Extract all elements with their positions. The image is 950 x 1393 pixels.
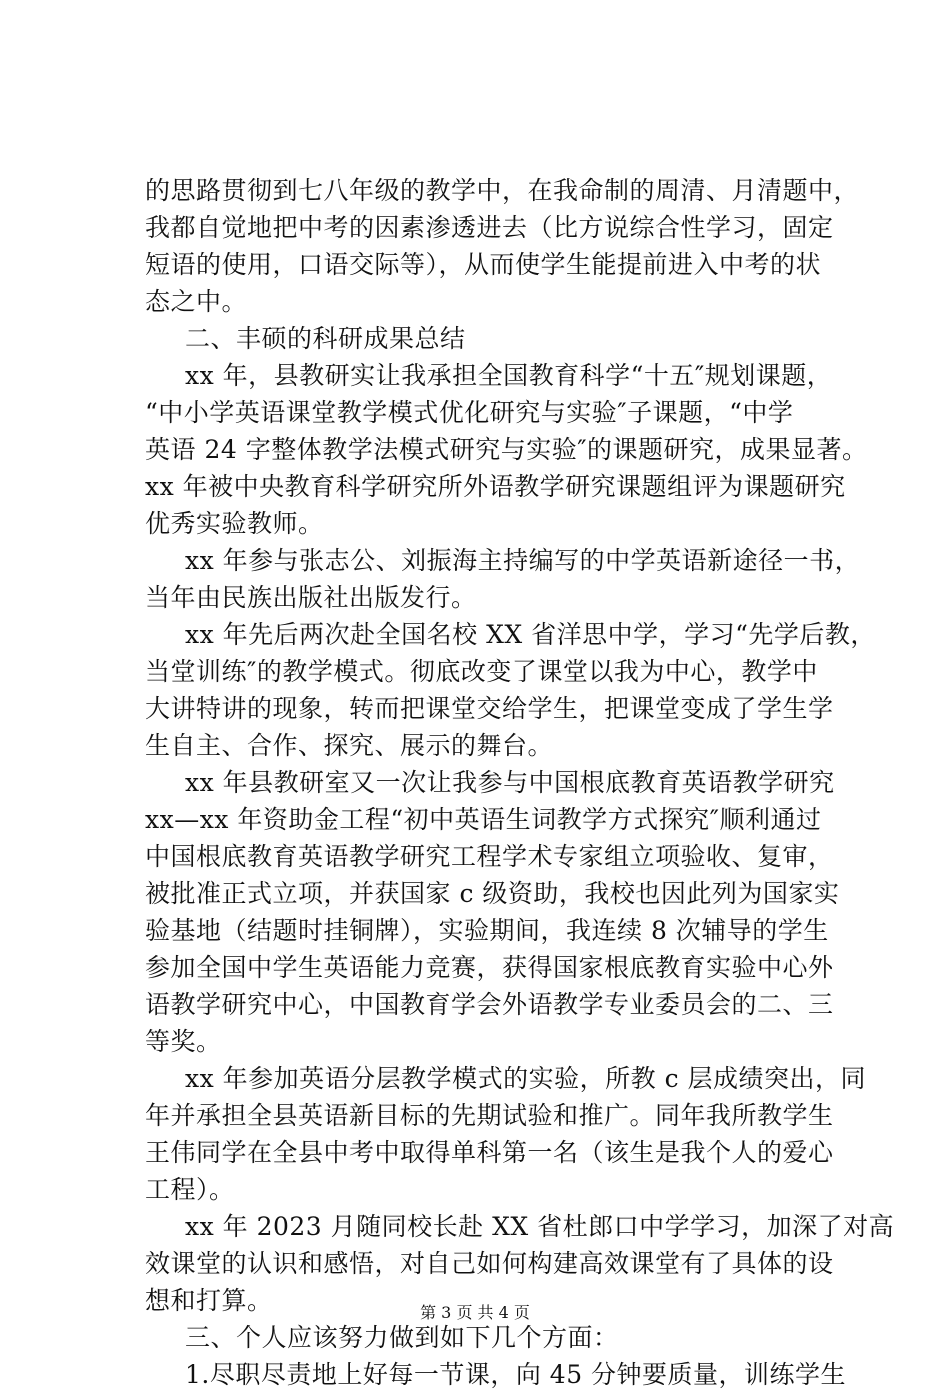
text-line: xx 年先后两次赴全国名校 XX 省洋思中学，学习“先学后教，	[185, 620, 876, 649]
text-line: 效课堂的认识和感悟，对自己如何构建高效课堂有了具体的设	[145, 1249, 834, 1278]
text-line: xx 年被中央教育科学研究所外语教学研究课题组评为课题研究	[145, 472, 846, 501]
text-line: 生自主、合作、探究、展示的舞台。	[145, 731, 554, 760]
text-line: 当堂训练″的教学模式。彻底改变了课堂以我为中心，教学中	[145, 657, 818, 686]
text-line: xx 年 2023 月随同校长赴 XX 省杜郎口中学学习，加深了对高	[185, 1212, 895, 1241]
text-line: 王伟同学在全县中考中取得单科第一名（该生是我个人的爱心	[145, 1138, 834, 1167]
text-line: xx 年参与张志公、刘振海主持编写的中学英语新途径一书，	[185, 546, 861, 575]
text-line: 验基地（结题时挂铜牌），实验期间，我连续 8 次辅导的学生	[145, 916, 829, 945]
text-line: “中小学英语课堂教学模式优化研究与实验″子课题，“中学	[145, 398, 794, 427]
text-line: xx 年，县教研实让我承担全国教育科学“十五″规划课题，	[185, 361, 833, 390]
text-line: 当年由民族出版社出版发行。	[145, 583, 477, 612]
text-line: xx 年县教研室又一次让我参与中国根底教育英语教学研究	[185, 768, 835, 797]
text-line: 想和打算。	[145, 1286, 273, 1315]
text-line: 工程）。	[145, 1175, 235, 1204]
text-line: 参加全国中学生英语能力竞赛，获得国家根底教育实验中心外	[145, 953, 834, 982]
text-line: 的思路贯彻到七八年级的教学中，在我命制的周清、月清题中，	[145, 176, 860, 205]
page-footer: 第 3 页 共 4 页	[420, 1303, 530, 1322]
text-line: 语教学研究中心，中国教育学会外语教学专业委员会的二、三	[145, 990, 834, 1019]
text-line: 态之中。	[145, 287, 248, 316]
text-line: 1.尽职尽责地上好每一节课，向 45 分钟要质量，训练学生	[185, 1360, 847, 1389]
text-line: 被批准正式立项，并获国家 c 级资助，我校也因此列为国家实	[145, 879, 840, 908]
text-line: 我都自觉地把中考的因素渗透进去（比方说综合性学习，固定	[145, 213, 834, 242]
text-line: xx—xx 年资助金工程“初中英语生词教学方式探究″顺利通过	[145, 805, 822, 834]
text-line: 三、个人应该努力做到如下几个方面：	[185, 1323, 619, 1352]
text-line: 短语的使用，口语交际等），从而使学生能提前进入中考的状	[145, 250, 822, 279]
text-line: 二、丰硕的科研成果总结	[185, 324, 466, 353]
text-line: 等奖。	[145, 1027, 222, 1056]
text-line: 大讲特讲的现象，转而把课堂交给学生，把课堂变成了学生学	[145, 694, 834, 723]
document-body	[145, 172, 895, 1393]
text-line: 年并承担全县英语新目标的先期试验和推广。同年我所教学生	[145, 1101, 834, 1130]
text-line: 英语 24 字整体教学法模式研究与实验″的课题研究，成果显著。	[145, 435, 868, 464]
text-line: 优秀实验教师。	[145, 509, 324, 538]
text-line: xx 年参加英语分层教学模式的实验，所教 c 层成绩突出，同	[185, 1064, 867, 1093]
text-line: 中国根底教育英语教学研究工程学术专家组立项验收、复审，	[145, 842, 834, 871]
